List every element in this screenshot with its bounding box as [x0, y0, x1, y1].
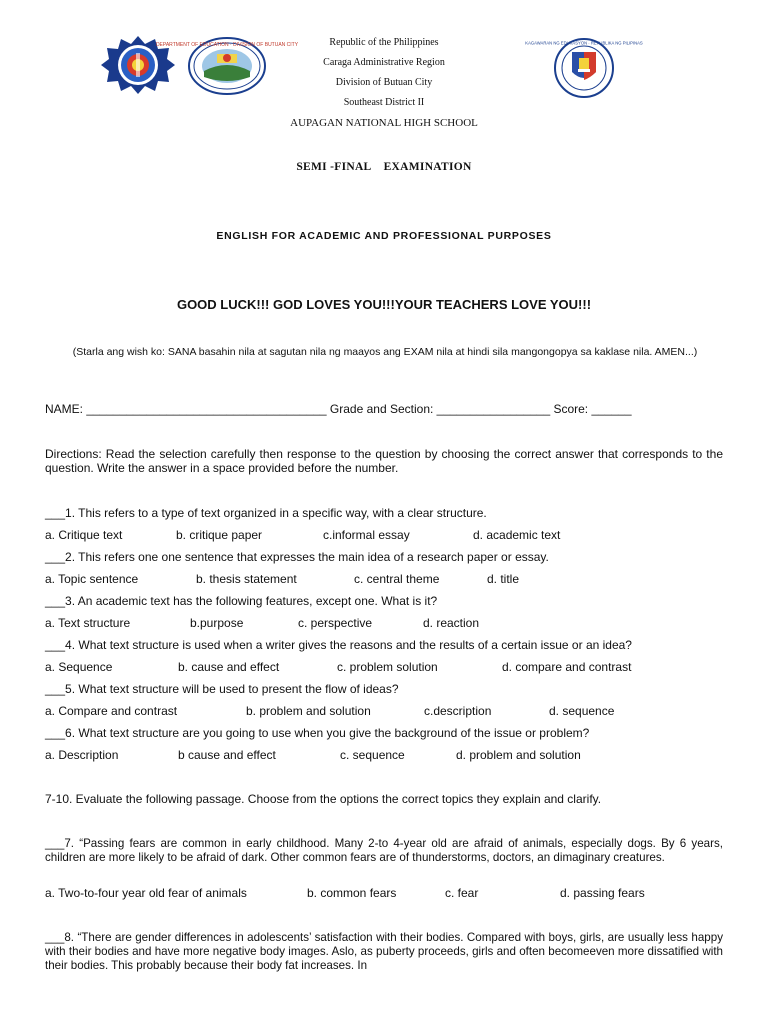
q2-option-c: c. central theme [354, 572, 440, 586]
q7-option-b: b. common fears [307, 886, 397, 900]
q1-option-c: c.informal essay [323, 528, 410, 542]
q2-option-a: a. Topic sentence [45, 572, 139, 586]
q4-option-d: d. compare and contrast [502, 660, 632, 674]
good-luck-message: GOOD LUCK!!! GOD LOVES YOU!!!YOUR TEACHERS LOVE YOU!!! [176, 297, 592, 312]
question-6: ___6. What text structure are you going to use when you give the background of the issue or problem? [45, 726, 590, 740]
q7-option-d: d. passing fears [560, 886, 645, 900]
header-line-3: Division of Butuan City [335, 77, 433, 88]
q4-option-a: a. Sequence [45, 660, 113, 674]
q4-option-c: c. problem solution [337, 660, 438, 674]
directions: Directions: Read the selection carefully then response to the question by choosing the correct answer that corresponds to the question. Write the answer in a space provided before the number. [45, 447, 723, 475]
question-2: ___2. This refers one one sentence that expresses the main idea of a research paper or essay. [45, 550, 549, 564]
q6-option-d: d. problem and solution [456, 748, 581, 762]
q7-option-c: c. fear [445, 886, 479, 900]
exam-title: SEMI -FINAL EXAMINATION [296, 161, 472, 173]
q5-option-d: d. sequence [549, 704, 615, 718]
school-name: AUPAGAN NATIONAL HIGH SCHOOL [290, 117, 478, 129]
q3-option-c: c. perspective [298, 616, 373, 630]
q4-option-b: b. cause and effect [178, 660, 280, 674]
q6-option-b: b cause and effect [178, 748, 276, 762]
q2-option-d: d. title [487, 572, 520, 586]
q5-option-a: a. Compare and contrast [45, 704, 178, 718]
q7-option-a: a. Two-to-four year old fear of animals [45, 886, 247, 900]
header-line-4: Southeast District II [343, 97, 425, 108]
header-line-1: Republic of the Philippines [329, 37, 439, 48]
wish-note: (Starla ang wish ko: SANA basahin nila at sagutan nila ng maayos ang EXAM nila at hindi sila mangongopya sa kaklase nila. AMEN...) [72, 346, 698, 358]
q3-option-a: a. Text structure [45, 616, 131, 630]
subject-title: ENGLISH FOR ACADEMIC AND PROFESSIONAL PURPOSES [216, 230, 552, 242]
question-4: ___4. What text structure is used when a writer gives the reasons and the results of a certain issue or an idea? [45, 638, 632, 652]
q3-option-d: d. reaction [423, 616, 480, 630]
q5-option-c: c.description [424, 704, 492, 718]
deped-seal-top-text: KAGAWARAN NG EDUKASYON · REPUBLIKA NG PILIPINAS [525, 40, 643, 46]
question-7-passage: ___7. “Passing fears are common in early childhood. Many 2-to 4-year old are afraid of animals, especially dogs. By 6 years, children are more likely to be afraid of dark. Other common fears are of thunderstorms, doctors, an dimaginary creatures. [45, 837, 723, 864]
q3-option-b: b.purpose [190, 616, 244, 630]
question-1: ___1. This refers to a type of text organized in a specific way, with a clear structure. [45, 506, 487, 520]
q1-option-d: d. academic text [473, 528, 561, 542]
q6-option-a: a. Description [45, 748, 119, 762]
question-8-passage: ___8. “There are gender differences in adolescents’ satisfaction with their bodies. Compared with boys, girls, are usually less happy with their bodies and have more negative body images. Aslo, as puberty proceeds, girls and often becomeeven more dissatified with their bodies. This probably because their body fat increases. In [45, 931, 723, 972]
q6-option-c: c. sequence [340, 748, 405, 762]
header-line-2: Caraga Administrative Region [323, 57, 445, 68]
q1-option-a: a. Critique text [45, 528, 123, 542]
name-grade-score-line: NAME: ____________________________________ Grade and Section: _________________ Score: ______ [45, 402, 632, 416]
division-seal-top-text: DEPARTMENT OF EDUCATION · DIVISION OF BUTUAN CITY [155, 42, 299, 48]
passage-instruction: 7-10. Evaluate the following passage. Choose from the options the correct topics they explain and clarify. [45, 792, 602, 806]
question-5: ___5. What text structure will be used to present the flow of ideas? [45, 682, 399, 696]
q2-option-b: b. thesis statement [196, 572, 297, 586]
question-3: ___3. An academic text has the following features, except one. What is it? [45, 594, 438, 608]
q5-option-b: b. problem and solution [246, 704, 371, 718]
q1-option-b: b. critique paper [176, 528, 263, 542]
